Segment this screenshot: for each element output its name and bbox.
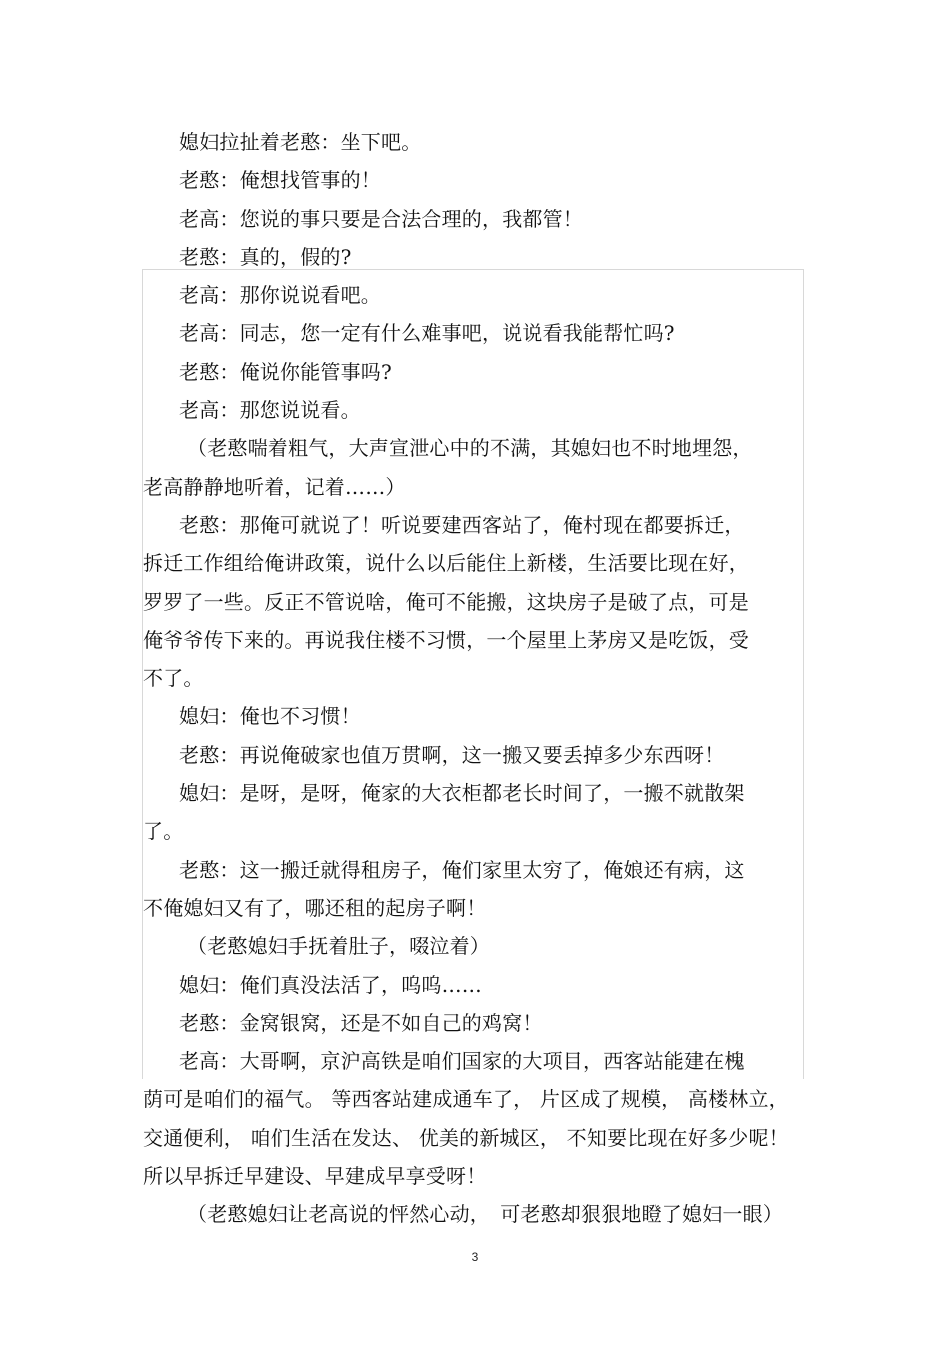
dialogue-continued: 了。 xyxy=(143,819,184,844)
dialogue-line: 老高：那您说说看。 xyxy=(179,398,361,423)
dialogue-line: 老憨：那俺可就说了！听说要建西客站了，俺村现在都要拆迁， xyxy=(179,512,745,537)
dialogue-continued: 所以早拆迁早建设、早建成早享受呀！ xyxy=(143,1164,487,1189)
dialogue-line: 媳妇：俺也不习惯！ xyxy=(179,704,361,729)
dialogue-line: 媳妇拉扯着老憨：坐下吧。 xyxy=(179,130,422,154)
dialogue-continued: 罗罗了一些。反正不管说啥，俺可不能搬，这块房子是破了点，可是 xyxy=(143,589,749,614)
dialogue-line: 老高：大哥啊，京沪高铁是咱们国家的大项目，西客站能建在槐 xyxy=(179,1049,745,1074)
dialogue-line: 老高：您说的事只要是合法合理的，我都管！ xyxy=(179,206,583,231)
dialogue-line: 老高：同志，您一定有什么难事吧，说说看我能帮忙吗? xyxy=(179,321,675,346)
page-number: 3 xyxy=(471,1250,479,1264)
dialogue-line: 媳妇：俺们真没法活了，呜呜…… xyxy=(179,972,482,997)
dialogue-line: 老憨：真的，假的? xyxy=(179,244,352,269)
dialogue-continued: 交通便利， 咱们生活在发达、 优美的新城区， 不知要比现在好多少呢！ xyxy=(143,1125,789,1150)
dialogue-continued: 不了。 xyxy=(143,666,204,691)
dialogue-line: 老高：那你说说看吧。 xyxy=(179,283,381,308)
dialogue-line: 老憨：再说俺破家也值万贯啊，这一搬又要丢掉多少东西呀！ xyxy=(179,742,725,767)
dialogue-continued: 拆迁工作组给俺讲政策，说什么以后能住上新楼，生活要比现在好， xyxy=(143,551,749,576)
dialogue-line: 老憨：这一搬迁就得租房子，俺们家里太穷了，俺娘还有病，这 xyxy=(179,857,745,882)
dialogue-line: 媳妇：是呀，是呀，俺家的大衣柜都老长时间了，一搬不就散架 xyxy=(179,781,745,806)
dialogue-continued: 不俺媳妇又有了，哪还租的起房子啊！ xyxy=(143,895,487,920)
stage-direction: （老憨媳妇手抚着肚子，啜泣着） xyxy=(187,934,490,959)
script-text xyxy=(143,123,813,1234)
dialogue-line: 老憨：金窝银窝，还是不如自己的鸡窝！ xyxy=(179,1010,543,1035)
dialogue-line: 老憨：俺说你能管事吗? xyxy=(179,359,392,384)
dialogue-continued: 俺爷爷传下来的。再说我住楼不习惯，一个屋里上茅房又是吃饭，受 xyxy=(143,627,749,652)
dialogue-continued: 荫可是咱们的福气。 等西客站建成通车了， 片区成了规模， 高楼林立， xyxy=(143,1087,789,1112)
stage-direction: （老憨喘着粗气，大声宣泄心中的不满，其媳妇也不时地埋怨， xyxy=(187,436,753,461)
stage-direction-continued: 老高静静地听着，记着……） xyxy=(143,474,406,499)
dialogue-line: 老憨：俺想找管事的！ xyxy=(179,168,381,193)
stage-direction: （老憨媳妇让老高说的怦然心动， 可老憨却狠狠地瞪了媳妇一眼） xyxy=(187,1202,783,1227)
